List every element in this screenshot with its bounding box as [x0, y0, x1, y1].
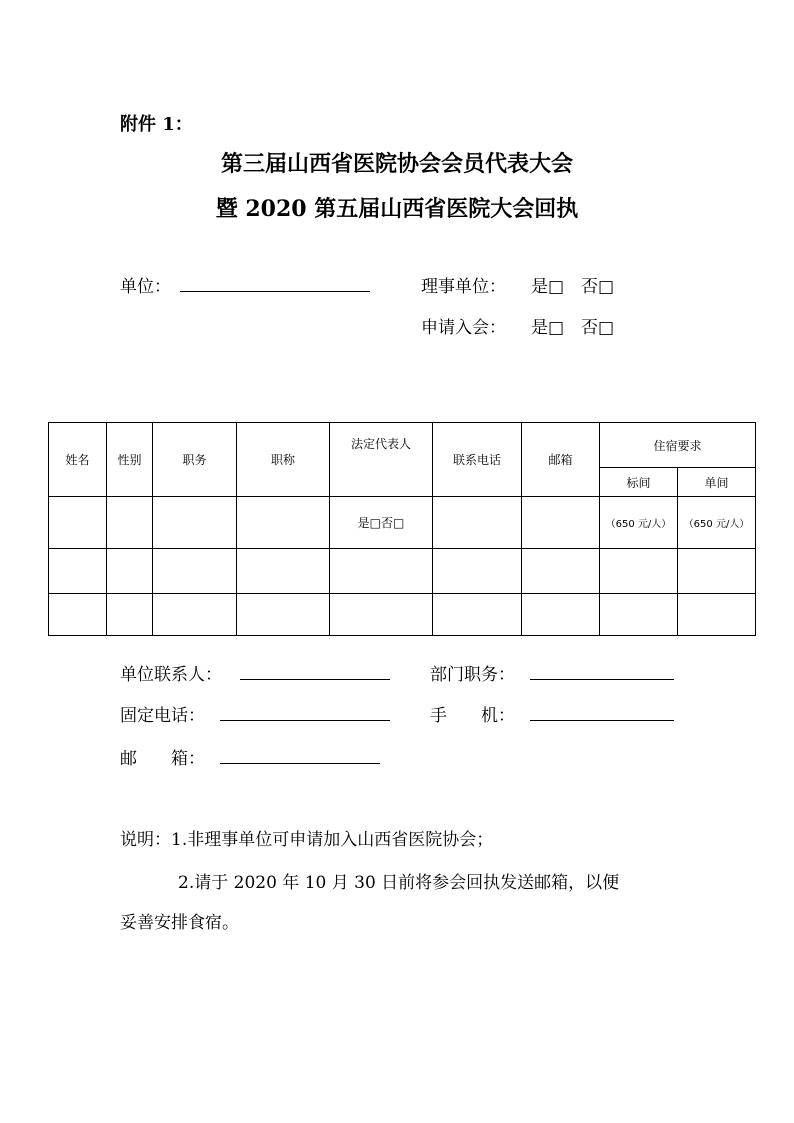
- cell-standard-room[interactable]: （650 元/人）: [600, 497, 678, 549]
- apply-join-label: 申请入会：: [421, 318, 506, 338]
- landline-field[interactable]: [220, 720, 390, 721]
- cell-email[interactable]: [522, 497, 600, 549]
- unit-label: 单位：: [120, 277, 171, 297]
- cell-gender[interactable]: [107, 594, 153, 636]
- cell-phone[interactable]: [433, 497, 522, 549]
- header-lodging: 住宿要求: [600, 423, 756, 468]
- cell-position[interactable]: [153, 594, 237, 636]
- cell-standard-room[interactable]: [600, 549, 678, 594]
- cell-phone[interactable]: [433, 549, 522, 594]
- header-standard-room: 标间: [600, 468, 678, 497]
- council-member-options[interactable]: 是□ 否□: [531, 277, 615, 297]
- header-gender: 性别: [107, 423, 153, 497]
- header-single-room: 单间: [678, 468, 756, 497]
- cell-name[interactable]: [49, 497, 107, 549]
- cell-legal-rep[interactable]: [330, 549, 433, 594]
- document-title-line2: 暨 2020 第五届山西省医院大会回执: [215, 196, 579, 222]
- cell-name[interactable]: [49, 594, 107, 636]
- table-row: [49, 549, 756, 594]
- document-title-line1: 第三届山西省医院协会会员代表大会: [220, 151, 573, 177]
- apply-join-options[interactable]: 是□ 否□: [531, 318, 615, 338]
- header-title: 职称: [237, 423, 330, 497]
- header-legal-rep: 法定代表人: [330, 423, 433, 497]
- cell-position[interactable]: [153, 549, 237, 594]
- cell-position[interactable]: [153, 497, 237, 549]
- header-position: 职务: [153, 423, 237, 497]
- table-row: [49, 497, 756, 549]
- department-position-label: 部门职务：: [430, 665, 515, 685]
- attachment-label: 附件 1：: [120, 114, 193, 135]
- cell-phone[interactable]: [433, 594, 522, 636]
- mobile-field[interactable]: [530, 720, 674, 721]
- unit-field[interactable]: [180, 291, 370, 292]
- council-member-label: 理事单位：: [421, 277, 506, 297]
- cell-email[interactable]: [522, 549, 600, 594]
- landline-label: 固定电话：: [120, 706, 205, 726]
- email-label: 邮 箱：: [120, 749, 205, 769]
- cell-title[interactable]: [237, 549, 330, 594]
- cell-single-room[interactable]: [678, 549, 756, 594]
- department-position-field[interactable]: [530, 679, 674, 680]
- note-line3: 妥善安排食宿。: [120, 913, 239, 933]
- header-phone: 联系电话: [433, 423, 522, 497]
- cell-title[interactable]: [237, 594, 330, 636]
- contact-person-field[interactable]: [240, 679, 390, 680]
- header-name: 姓名: [49, 423, 107, 497]
- cell-name[interactable]: [49, 549, 107, 594]
- registration-table: [48, 422, 756, 636]
- note-line1: 说明：1.非理事单位可申请加入山西省医院协会；: [120, 830, 494, 850]
- cell-legal-rep[interactable]: [330, 594, 433, 636]
- cell-title[interactable]: [237, 497, 330, 549]
- cell-single-room[interactable]: [678, 594, 756, 636]
- header-email: 邮箱: [522, 423, 600, 497]
- cell-legal-rep[interactable]: 是□否□: [330, 497, 433, 549]
- note-line2: 2.请于 2020 年 10 月 30 日前将参会回执发送邮箱，以便: [178, 873, 620, 893]
- cell-email[interactable]: [522, 594, 600, 636]
- table-row: [49, 594, 756, 636]
- cell-standard-room[interactable]: [600, 594, 678, 636]
- email-field[interactable]: [220, 763, 380, 764]
- contact-person-label: 单位联系人：: [120, 665, 222, 685]
- cell-single-room[interactable]: （650 元/人）: [678, 497, 756, 549]
- cell-gender[interactable]: [107, 549, 153, 594]
- mobile-label: 手 机：: [430, 706, 515, 726]
- cell-gender[interactable]: [107, 497, 153, 549]
